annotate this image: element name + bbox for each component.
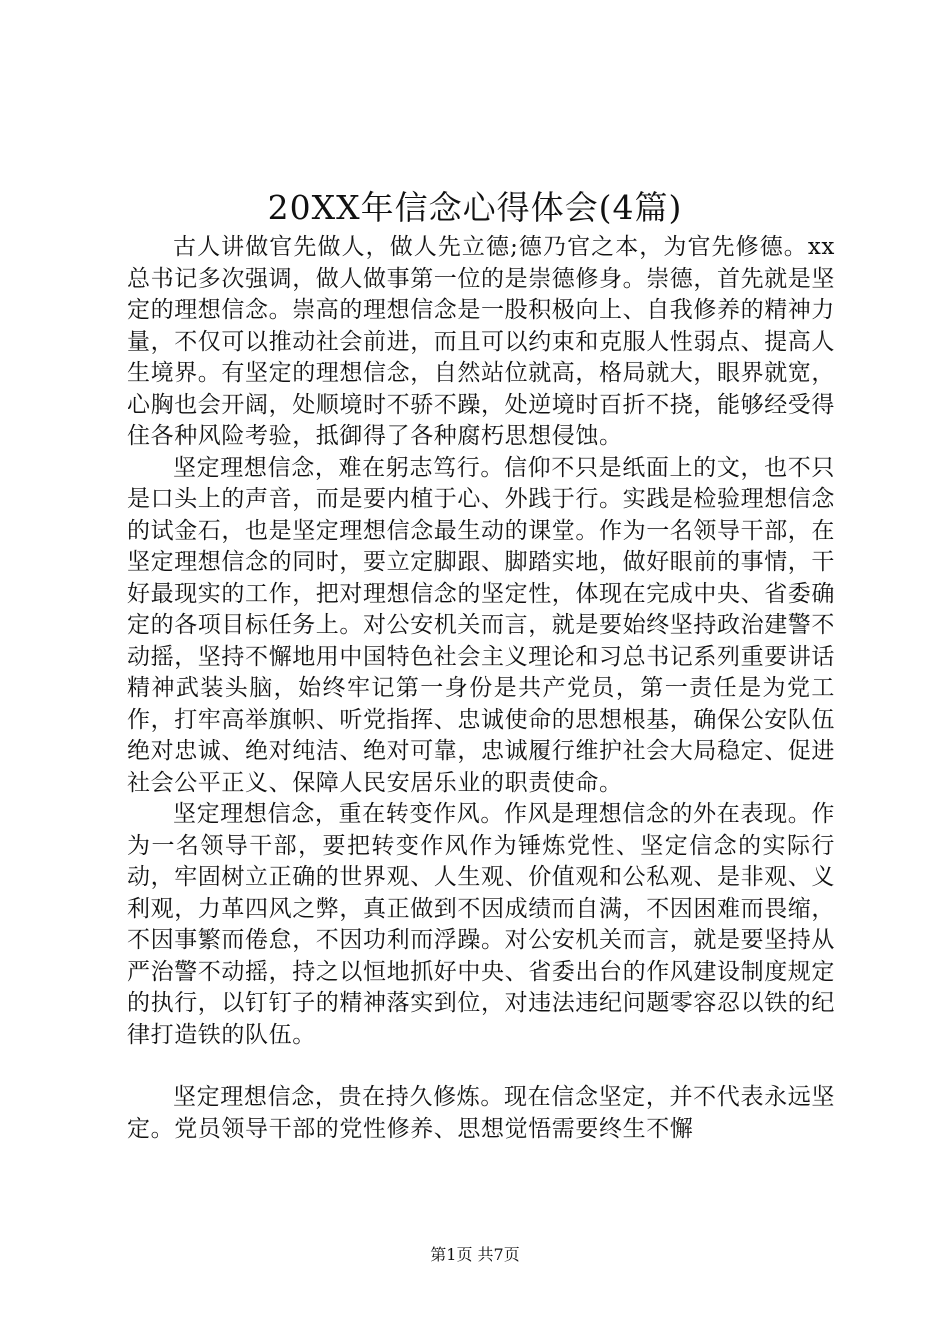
paragraph-4: 坚定理想信念，贵在持久修炼。现在信念坚定，并不代表永远坚定。党员领导干部的党性修养、思想觉悟需要终生不懈 (127, 1084, 835, 1142)
page-footer: 第1页 共7页 (430, 1245, 520, 1264)
document-body (127, 232, 835, 1145)
paragraph-3: 坚定理想信念，重在转变作风。作风是理想信念的外在表现。作为一名领导干部，要把转变作风作为锤炼党性、坚定信念的实际行动，牢固树立正确的世界观、人生观、价值观和公私观、是非观、义利观，力革四风之弊，真正做到不因成绩而自满，不因困难而畏缩，不因事繁而倦怠，不因功利而浮躁。对公安机关而言，就是要坚持从严治警不动摇，持之以恒地抓好中央、省委出台的作风建设制度规定的执行，以钉钉子的精神落实到位，对违法违纪问题零容忍以铁的纪律打造铁的队伍。 (127, 801, 835, 1048)
document-title: 20XX年信念心得体会(4篇) (267, 188, 683, 227)
paragraph-2: 坚定理想信念，难在躬志笃行。信仰不只是纸面上的文，也不只是口头上的声音，而是要内植于心、外践于行。实践是检验理想信念的试金石，也是坚定理想信念最生动的课堂。作为一名领导干部，在坚定理想信念的同时，要立定脚跟、脚踏实地，做好眼前的事情，干好最现实的工作，把对理想信念的坚定性，体现在完成中央、省委确定的各项目标任务上。对公安机关而言，就是要始终坚持政治建警不动摇，坚持不懈地用中国特色社会主义理论和习总书记系列重要讲话精神武装头脑，始终牢记第一身份是共产党员，第一责任是为党工作，打牢高举旗帜、听党指挥、忠诚使命的思想根基，确保公安队伍绝对忠诚、绝对纯洁、绝对可靠，忠诚履行维护社会大局稳定、促进社会公平正义、保障人民安居乐业的职责使命。 (127, 454, 835, 796)
paragraph-1: 古人讲做官先做人，做人先立德;德乃官之本，为官先修德。xx总书记多次强调，做人做事第一位的是崇德修身。崇德，首先就是坚定的理想信念。崇高的理想信念是一股积极向上、自我修养的精神力量，不仅可以推动社会前进，而且可以约束和克服人性弱点、提高人生境界。有坚定的理想信念，自然站位就高，格局就大，眼界就宽，心胸也会开阔，处顺境时不骄不躁，处逆境时百折不挠，能够经受得住各种风险考验，抵御得了各种腐朽思想侵蚀。 (127, 234, 835, 449)
